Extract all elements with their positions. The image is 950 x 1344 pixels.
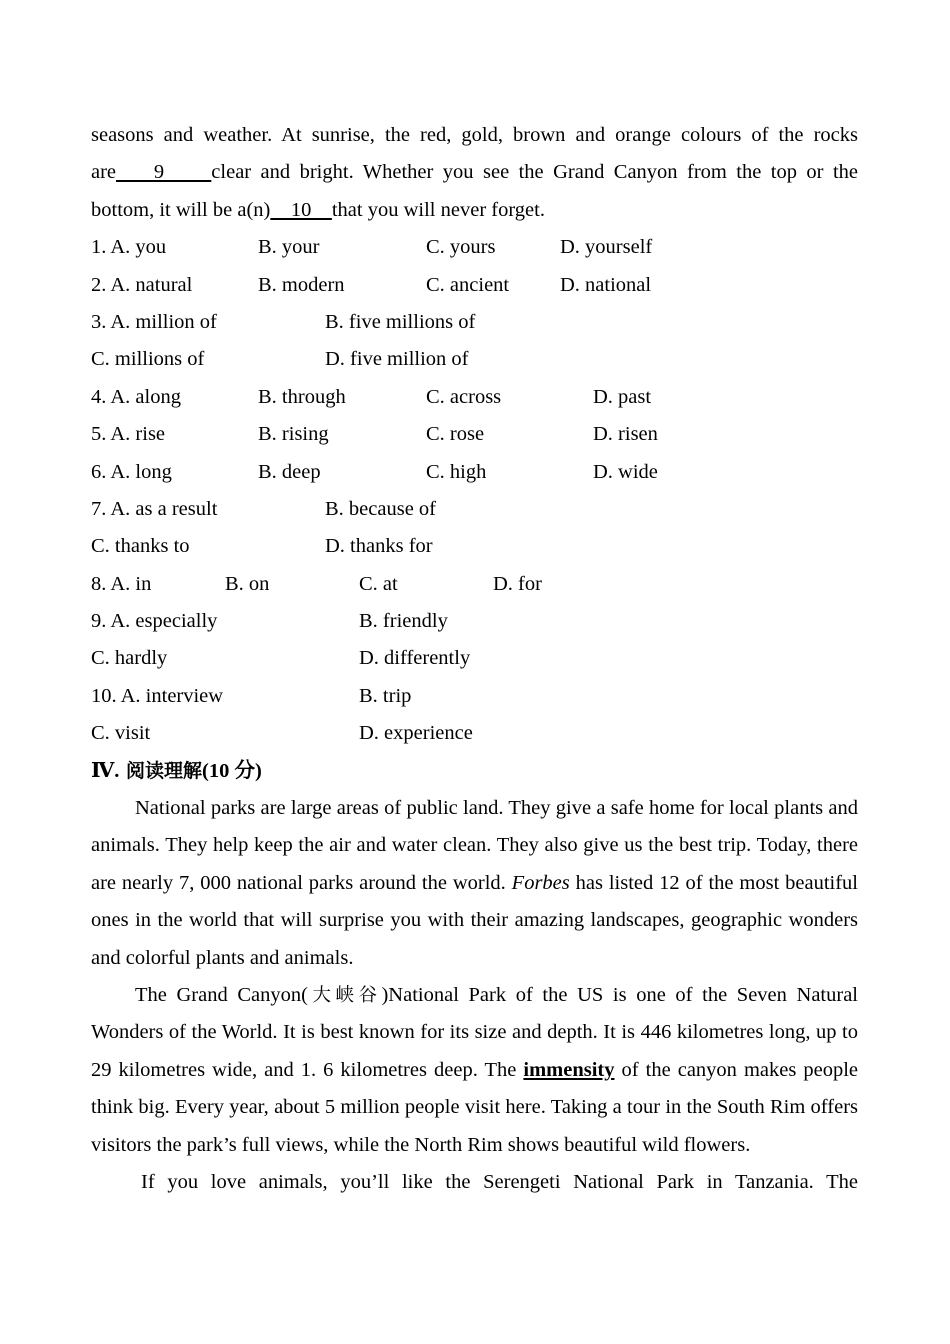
- option-c: C. millions of: [91, 348, 205, 371]
- option-c: C. rose: [426, 423, 485, 446]
- passage-line: [91, 117, 858, 154]
- option-d: D. wide: [593, 460, 658, 483]
- option-d: D. experience: [359, 722, 473, 745]
- option-b: B. deep: [258, 460, 321, 483]
- option-b: B. rising: [258, 423, 329, 446]
- passage-text: are: [91, 161, 117, 184]
- blank-9: 9: [116, 161, 212, 184]
- option-c: C. thanks to: [91, 535, 190, 558]
- option-b: B. five millions of: [325, 310, 476, 333]
- option-d: D. risen: [593, 423, 658, 446]
- option-c: C. across: [426, 385, 502, 408]
- option-c: C. high: [426, 460, 487, 483]
- question-4: [91, 379, 858, 416]
- question-7: [91, 491, 858, 528]
- option-a: 5. A. rise: [91, 423, 166, 446]
- option-b: B. through: [258, 385, 346, 408]
- reading-paragraph-2: [91, 977, 858, 1164]
- passage-line: [91, 154, 858, 191]
- passage-text: seasons and weather. At sunrise, the red, gold, brown and orange colours of the rocks: [91, 124, 858, 146]
- section-number: Ⅳ.: [91, 759, 120, 782]
- question-3-row2: [91, 341, 858, 378]
- option-b: B. modern: [258, 273, 345, 296]
- option-b: B. because of: [325, 497, 436, 520]
- paragraph-text: National parks are large areas of public land. They give a safe home for local plants and animals. They help keep the air and water clean. They also give us the best trip. Today, there are nearly 7, 000 national parks around the world.: [91, 797, 858, 894]
- question-1: [91, 229, 858, 266]
- option-c: C. at: [359, 572, 398, 595]
- question-10: [91, 678, 858, 715]
- paragraph-text: of the canyon makes people think big. Every year, about 5 million people visit here. Taking a tour in the South Rim offers visitors the park’s full views, while the North Rim shows beautiful wild flowers.: [91, 1058, 858, 1156]
- option-a: 10. A. interview: [91, 684, 224, 707]
- option-c: C. yours: [426, 236, 496, 259]
- passage-text: clear and bright. Whether you see the Grand Canyon from the top or the: [211, 161, 858, 184]
- option-d: D. national: [560, 273, 652, 296]
- paragraph-text: has listed 12 of the most beautiful ones in the world that will surprise you with their amazing landscapes, geographic wonders and colorful plants and animals.: [91, 871, 859, 969]
- paragraph-text: If you love animals, you’ll like the Serengeti National Park in Tanzania. The: [141, 1171, 858, 1194]
- keyword-immensity: immensity: [523, 1058, 615, 1081]
- option-d: D. for: [493, 572, 542, 595]
- question-5: [91, 416, 858, 453]
- reading-paragraph-3: [91, 1164, 858, 1201]
- question-2: [91, 267, 858, 304]
- question-9-row2: [91, 640, 858, 677]
- option-a: 1. A. you: [91, 236, 167, 259]
- question-3: [91, 304, 858, 341]
- option-b: B. your: [258, 236, 320, 259]
- option-d: D. five million of: [325, 348, 469, 371]
- option-b: B. on: [225, 572, 270, 595]
- paragraph-text: The Grand Canyon(: [135, 984, 308, 1007]
- section-heading: [91, 753, 858, 790]
- option-c: C. ancient: [426, 273, 510, 296]
- question-7-row2: [91, 528, 858, 565]
- option-c: C. hardly: [91, 647, 168, 670]
- option-a: 8. A. in: [91, 572, 152, 595]
- option-c: C. visit: [91, 722, 151, 745]
- question-10-row2: [91, 715, 858, 752]
- chinese-gloss: 大峡谷: [307, 985, 382, 1007]
- reading-paragraph-1: [91, 790, 858, 977]
- section-score: (10 分): [202, 759, 262, 782]
- blank-10: 10: [270, 198, 332, 221]
- option-a: 9. A. especially: [91, 610, 218, 633]
- option-a: 2. A. natural: [91, 273, 193, 296]
- option-b: B. trip: [359, 684, 412, 707]
- question-9: [91, 603, 858, 640]
- section-title: 阅读理解: [119, 759, 203, 782]
- passage-text: bottom, it will be a(n): [91, 198, 271, 221]
- document-page: [91, 117, 858, 1201]
- option-a: 7. A. as a result: [91, 497, 218, 520]
- magazine-name: Forbes: [511, 871, 570, 894]
- option-a: 6. A. long: [91, 460, 172, 483]
- option-a: 3. A. million of: [91, 310, 217, 333]
- option-d: D. differently: [359, 647, 471, 670]
- option-d: D. thanks for: [325, 535, 433, 558]
- paragraph-text: )National Park of the US is one of the Seven Natural Wonders of the World. It is best known for its size and depth. It is 446 kilometres long, up to 29 kilometres wide, and 1. 6 kilometres deep. The: [91, 984, 858, 1081]
- option-d: D. past: [593, 385, 652, 408]
- passage-line: [91, 192, 858, 229]
- option-a: 4. A. along: [91, 385, 181, 408]
- option-d: D. yourself: [560, 236, 653, 259]
- question-6: [91, 454, 858, 491]
- passage-text: that you will never forget.: [331, 198, 545, 221]
- option-b: B. friendly: [359, 610, 448, 633]
- question-8: [91, 566, 858, 603]
